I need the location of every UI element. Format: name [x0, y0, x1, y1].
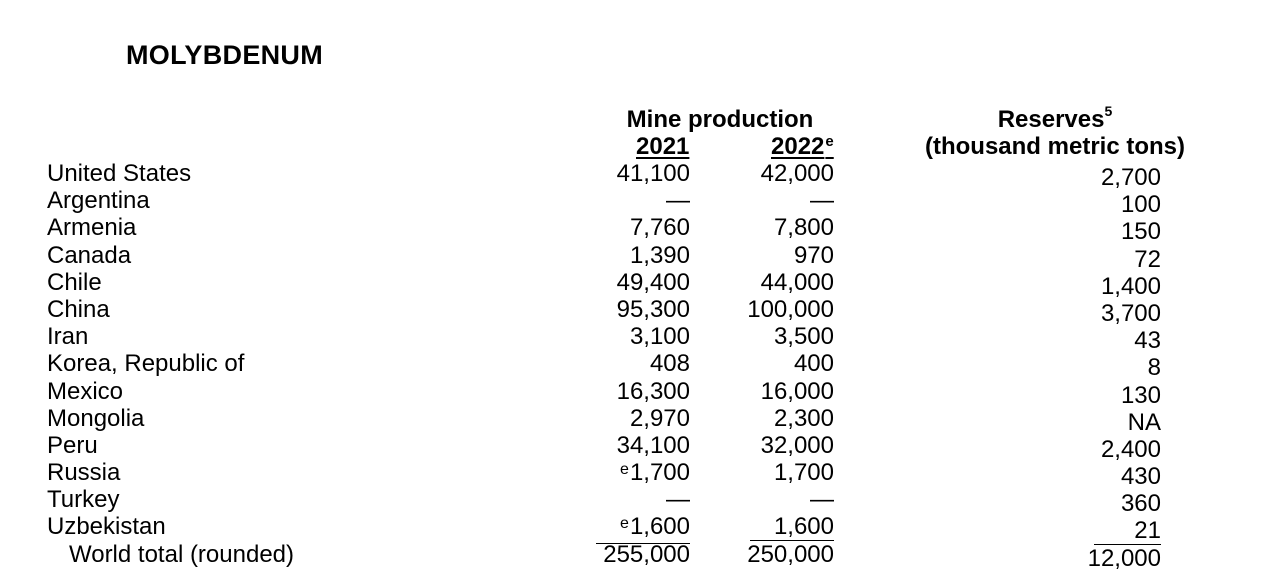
production-2022: 1,600 [750, 513, 834, 541]
reserves-units-header: (thousand metric tons) [924, 133, 1185, 160]
production-2021 [666, 486, 690, 513]
production-2021 [630, 242, 690, 269]
mine-production-header: Mine production [626, 106, 814, 133]
reserves-footnote: 5 [1104, 103, 1113, 119]
production-2022: 16,000 [760, 377, 834, 405]
production-2021-value: 49,400 [616, 268, 690, 296]
production-2022: — [810, 486, 834, 514]
production-2021-value: 41,100 [616, 160, 690, 187]
country-name: China [47, 295, 110, 323]
reserves-value: 150 [1120, 218, 1161, 246]
table-row [0, 377, 1280, 409]
production-2022: 7,800 [773, 214, 834, 242]
production-2021-value: 1,700 [629, 459, 690, 487]
production-2021 [630, 323, 690, 350]
production-2021-value: 2,970 [629, 404, 690, 432]
table-row [0, 486, 1280, 518]
country-name: Mongolia [47, 404, 145, 432]
table-row [0, 187, 1280, 219]
country-name: Uzbekistan [47, 513, 166, 541]
production-2021-value: 408 [649, 350, 690, 378]
production-2022: 100,000 [747, 295, 834, 323]
reserves-value: 21 [1094, 517, 1161, 545]
production-2021-value: — [666, 187, 690, 215]
table-row [0, 160, 1280, 191]
production-2022: 44,000 [760, 268, 834, 296]
reserves-value: 100 [1120, 191, 1161, 219]
country-name: Canada [47, 241, 132, 269]
year-2021-header: 2021 [636, 133, 690, 160]
reserves-label: Reserves [997, 106, 1105, 133]
reserves-value: 1,400 [1100, 272, 1161, 300]
country-name: United States [47, 160, 192, 187]
production-2021-value: 1,390 [629, 241, 690, 269]
country-name: Russia [47, 459, 121, 487]
table-row [0, 350, 1280, 382]
production-2022: 250,000 [747, 540, 834, 568]
country-name: Turkey [47, 486, 120, 514]
production-2022: 400 [793, 350, 834, 378]
reserves-value: NA [1127, 408, 1161, 436]
table-row [0, 513, 1280, 545]
country-name: World total (rounded) [69, 540, 294, 568]
reserves-header [905, 103, 1205, 133]
production-2022: 1,700 [773, 459, 834, 487]
country-name: Korea, Republic of [47, 350, 245, 378]
reserves-value: 8 [1147, 354, 1161, 382]
production-2022: — [810, 187, 834, 215]
production-2021 [666, 187, 690, 214]
production-2021 [650, 350, 690, 377]
estimate-prefix: e [620, 515, 629, 533]
reserves-value: 72 [1134, 245, 1161, 273]
table-row [0, 540, 1280, 572]
table-row [0, 295, 1280, 327]
production-2021-value: 16,300 [616, 377, 690, 405]
production-2021 [630, 405, 690, 432]
production-2022: 3,500 [773, 323, 834, 351]
year-2022-label: 2022 [771, 133, 825, 160]
production-2021 [603, 541, 690, 568]
data-table [0, 160, 1280, 572]
table-row [0, 214, 1280, 246]
table-row [0, 404, 1280, 436]
production-2021-value: 95,300 [616, 295, 690, 323]
table-row [0, 459, 1280, 491]
country-name: Armenia [47, 214, 137, 242]
country-name: Mexico [47, 377, 124, 405]
table-row [0, 431, 1280, 463]
production-2022: 2,300 [773, 404, 834, 432]
production-2021 [630, 214, 690, 241]
production-2021 [617, 432, 690, 459]
reserves-value: 2,700 [1100, 164, 1161, 191]
reserves-value: 3,700 [1100, 299, 1161, 327]
production-2021-value: 3,100 [629, 323, 690, 351]
production-2021 [617, 378, 690, 405]
table-row [0, 268, 1280, 300]
reserves-value: 2,400 [1100, 435, 1161, 463]
country-name: Peru [47, 431, 98, 459]
year-2022-header [771, 133, 834, 163]
production-2022: 42,000 [760, 160, 834, 187]
production-2021-value: 255,000 [603, 540, 690, 568]
reserves-value: 130 [1120, 381, 1161, 409]
estimate-prefix: e [620, 461, 629, 479]
production-2022: 32,000 [760, 431, 834, 459]
page-title: MOLYBDENUM [126, 40, 324, 70]
reserves-value: 360 [1120, 490, 1161, 518]
country-name: Iran [47, 323, 89, 351]
country-name: Argentina [47, 187, 150, 215]
production-2021-value: 34,100 [616, 431, 690, 459]
production-2021-value: 7,760 [629, 214, 690, 242]
production-2022: 970 [793, 241, 834, 269]
production-2021-value: — [666, 486, 690, 514]
production-2021 [617, 296, 690, 323]
reserves-value: 12,000 [1087, 544, 1161, 572]
reserves-value: 430 [1120, 463, 1161, 491]
production-2021-value: 1,600 [629, 513, 690, 541]
estimate-superscript: e [825, 133, 834, 150]
table-row [0, 241, 1280, 273]
production-2021 [617, 269, 690, 296]
table-row [0, 323, 1280, 355]
production-2021 [620, 459, 690, 489]
country-name: Chile [47, 268, 102, 296]
reserves-value: 43 [1134, 327, 1161, 355]
production-2021 [617, 160, 690, 187]
